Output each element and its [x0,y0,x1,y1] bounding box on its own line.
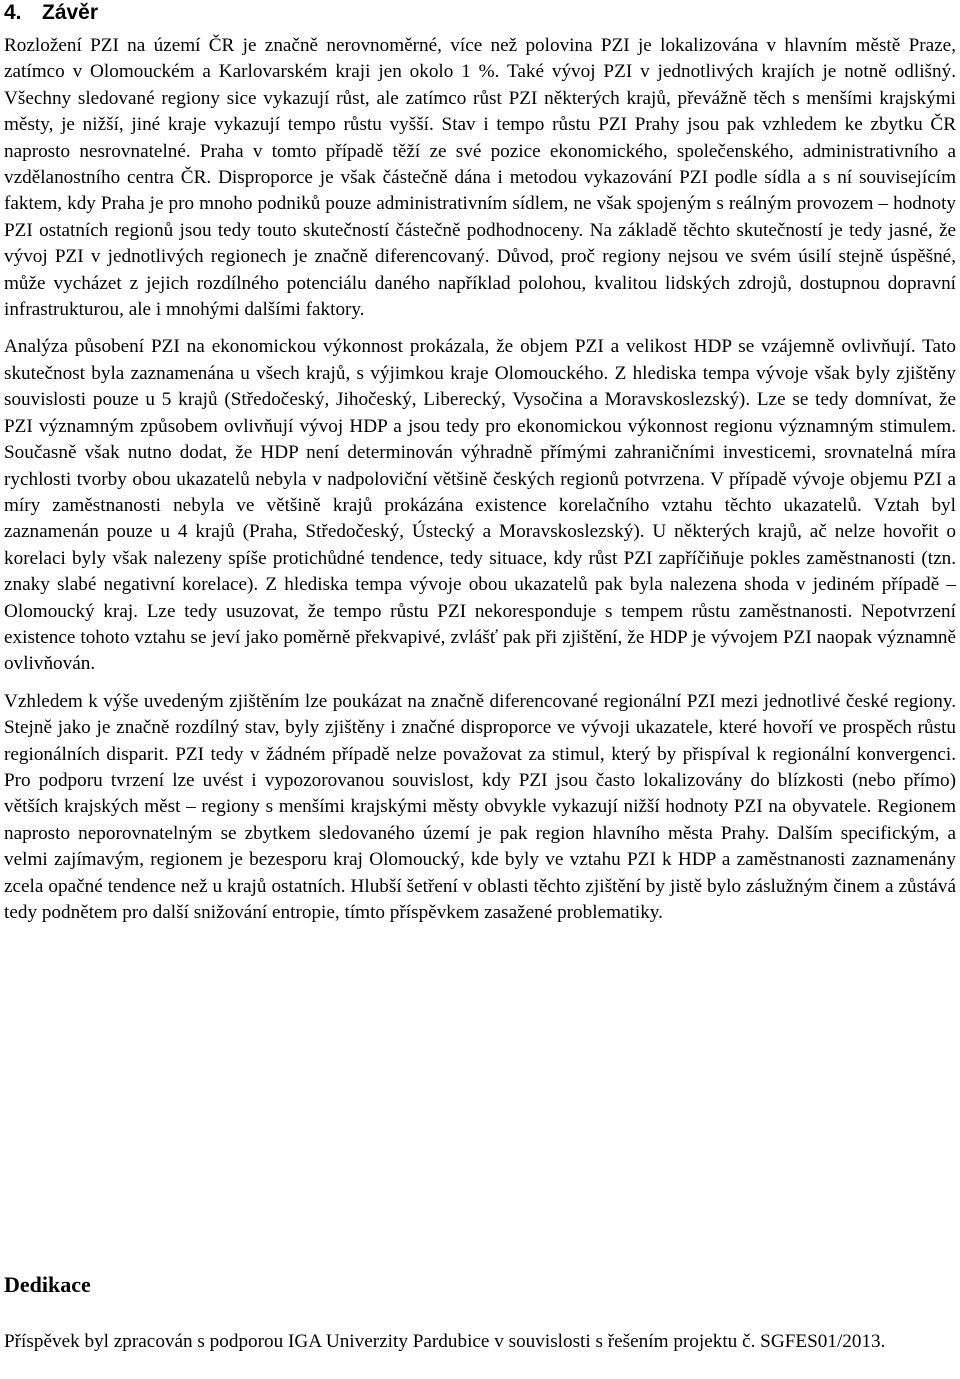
paragraph-conclusion-2: Analýza působení PZI na ekonomickou výkonnost prokázala, že objem PZI a velikost HDP se vzájemně ovlivňují. Tato skutečnost byla zaznamenána u všech krajů, s výjimkou kraje Olomouckého. Z hlediska tempa vývoje však byly zjištěny souvislosti pouze u 5 krajů (Středočeský, Jihočeský, Liberecký, Vysočina a Moravskoslezský). Lze se tedy domnívat, že PZI významným způsobem ovlivňují vývoj HDP a jsou tedy pro ekonomickou výkonnost regionu významným stimulem. Současně však nutno dodat, že HDP není determinován výhradně přímými zahraničními investicemi, srovnatelná míra rychlosti tvorby obou ukazatelů nebyla v nadpoloviční většině českých regionů potvrzena. V případě vývoje objemu PZI a míry zaměstnanosti nebyla ve většině krajů prokázána existence korelačního vztahu těchto ukazatelů. Vztah byl zaznamenán pouze u 4 krajů (Praha, Středočeský, Ústecký a Moravskoslezský). U některých krajů, ač nelze hovořit o korelaci byly však nalezeny spíše protichůdné tendence, tedy situace, kdy růst PZI zapříčiňuje pokles zaměstnanosti (tzn. znaky slabé negativní korelace). Z hlediska tempa vývoje obou ukazatelů pak byla nalezena shoda v jediném případě – Olomoucký kraj. Lze tedy usuzovat, že tempo růstu PZI nekoresponduje s tempem růstu zaměstnanosti. Nepotvrzení existence tohoto vztahu se jeví jako poměrně překvapivé, zvlášť pak při zjištění, že HDP je vývojem PZI naopak významně ovlivňován. [4,336,956,675]
paragraph-conclusion-3: Vzhledem k výše uvedeným zjištěním lze poukázat na značně diferencované regionální PZI mezi jednotlivé české regiony. Stejně jako je značně rozdílný stav, byly zjištěny i značné disproporce ve vývoji ukazatele, které hovoří ve prospěch růstu regionálních disparit. PZI tedy v žádném případě nelze považovat za stimul, který by přispíval k regionální konvergenci. Pro podporu tvrzení lze uvést i vypozorovanou souvislost, kdy PZI jsou často lokalizovány do blízkosti (nebo přímo) větších krajských měst – regiony s menšími krajskými městy obvykle vykazují nižší hodnoty PZI na obyvatele. Regionem naprosto neporovnatelným se zbytkem sledovaného území je pak region hlavního města Prahy. Dalším specifickým, a velmi zajímavým, regionem je bezesporu kraj Olomoucký, kde byly ve vztahu PZI k HDP a zaměstnanosti zaznamenány zcela opačné tendence než u krajů ostatních. Hlubší šetření v oblasti těchto zjištění by jistě bylo záslužným činem a zůstává tedy podnětem pro další snižování entropie, tímto příspěvkem zasažené problematiky. [4,690,956,923]
section-heading [4,0,956,33]
dedication-heading: Dedikace [4,1272,91,1297]
section-number: 4. [4,1,22,24]
paragraph-conclusion-1: Rozložení PZI na území ČR je značně nerovnoměrné, více než polovina PZI je lokalizována v hlavním městě Praze, zatímco v Olomouckém a Karlovarském kraji jen okolo 1 %. Také vývoj PZI v jednotlivých krajích je notně odlišný. Všechny sledované regiony sice vykazují růst, ale zatímco růst PZI některých krajů, převážně těch s menšími krajskými městy, je nižší, jiné kraje vykazují tempo růstu vyšší. Stav i tempo růstu PZI Prahy jsou pak vzhledem ke zbytku ČR naprosto nesrovnatelné. Praha v tomto případě těží ze své pozice ekonomického, společenského, administrativního a vzdělanostního centra ČR. Disproporce je však částečně dána i metodou vykazování PZI podle sídla a s ní souvisejícím faktem, kdy Praha je pro mnoho podniků pouze administrativním sídlem, ne však spojeným s reálným provozem – hodnoty PZI ostatních regionů jsou tedy touto skutečností částečně podhodnoceny. Na základě těchto skutečností je tedy jasné, že vývoj PZI v jednotlivých regionech je značně diferencovaný. Důvod, proč regiony nejsou ve svém úsilí stejně úspěšné, může vycházet z jejich rozdílného potenciálu daného například polohou, kvalitou lidských zdrojů, dostupnou dopravní infrastrukturou, ale i mnohými dalšími faktory. [4,35,956,321]
document-page [4,0,956,926]
section-title: Závěr [42,1,99,24]
dedication-text: Příspěvek byl zpracován s podporou IGA Univerzity Pardubice v souvislosti s řešením projektu č. SGFES01/2013. [4,1331,886,1352]
